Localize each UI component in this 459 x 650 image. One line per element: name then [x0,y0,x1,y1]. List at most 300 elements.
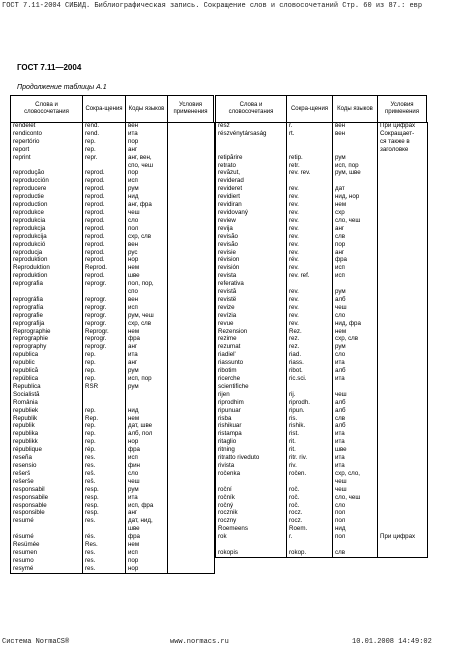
language-code-cell: вен [333,122,378,130]
word-cell: reviderad [216,177,287,185]
table-row [11,541,215,549]
condition-cell [378,517,428,525]
table-row [11,565,215,573]
condition-cell [168,470,215,478]
status-bar [0,636,459,648]
condition-cell [168,422,215,430]
abbreviation-cell: rend. [83,122,126,130]
condition-cell [168,383,215,391]
language-code-cell: нем [333,201,378,209]
condition-cell [378,193,428,201]
language-code-cell: схр, слв [333,335,378,343]
language-code-cell: слв [333,233,378,241]
abbreviation-cell: rev. [287,304,333,312]
table-row [11,335,215,343]
condition-cell [168,415,215,423]
word-cell: république [11,446,83,454]
word-cell: retrato [216,162,287,170]
table-row [11,177,215,185]
language-code-cell: алб [333,422,378,430]
word-cell: resensio [11,462,83,470]
word-cell: revize [216,304,287,312]
abbreviation-cell: rev. [287,209,333,217]
abbreviation-cell: reprod. [83,225,126,233]
window-title-bar: ГОСТ 7.11-2004 СИБИД. Библиографическая запись. Сокращение слов и словосочетаний Стр. 60 из 87.: евр [2,2,423,10]
word-cell: revízia [216,312,287,320]
word-cell: ročník [216,494,287,502]
condition-cell [168,193,215,201]
language-code-cell: чеш [126,209,168,217]
word-cell [11,162,83,170]
word-cell: referativa [216,280,287,288]
language-code-cell: сло [333,502,378,510]
word-cell: revăzut, [216,169,287,177]
word-cell: révision [216,256,287,264]
abbreviation-cell: rokop. [287,549,333,557]
abbreviation-cell: rév. [287,256,333,264]
table-row [11,517,215,525]
condition-cell [168,256,215,264]
word-cell: revisie [216,249,287,257]
condition-cell [378,209,428,217]
condition-cell [378,446,428,454]
language-code-cell: фра [126,335,168,343]
abbreviation-cell: Reprogr. [83,328,126,336]
abbreviation-cell: reprogr. [83,296,126,304]
word-cell: ritaglio [216,438,287,446]
abbreviation-cell: rev. [287,241,333,249]
abbreviation-cell: rep. [83,351,126,359]
language-code-cell: рум [126,383,168,391]
word-cell: scientifiche [216,383,287,391]
table-row [11,122,215,130]
language-code-cell: пор [126,138,168,146]
abbreviation-cell: riass. [287,359,333,367]
table-row [11,320,215,328]
word-cell: reprography [11,343,83,351]
condition-cell [168,367,215,375]
abbreviation-cell: rev. [287,288,333,296]
language-code-cell: анг, вен, [126,154,168,162]
language-code-cell: ита [333,454,378,462]
abbreviation-cell: reprod. [83,169,126,177]
language-code-cell: фра [126,446,168,454]
word-cell: revisão [216,241,287,249]
abbreviation-cell [83,525,126,533]
language-code-cell: чеш [333,478,378,486]
table-row [11,438,215,446]
table-row [216,399,428,407]
table-row [11,502,215,510]
condition-cell [378,225,428,233]
header-conditions: Условия применения [167,96,214,122]
language-code-cell: нор [126,565,168,573]
table-row [216,351,428,359]
word-cell: rezumat [216,343,287,351]
word-cell: reproducción [11,177,83,185]
table-row [216,193,428,201]
condition-cell [168,430,215,438]
language-code-cell [333,146,378,154]
language-code-cell: анг, фра [126,201,168,209]
word-cell: resumé [11,517,83,525]
table-row [216,280,428,288]
abbreviation-cell: roč. [287,494,333,502]
abbreviation-cell: rep. [83,422,126,430]
abbreviation-cell: reprod. [83,249,126,257]
word-cell: revidovaný [216,209,287,217]
word-cell: Reproduktion [11,264,83,272]
language-code-cell: рус [126,249,168,257]
abbreviation-cell: resp. [83,509,126,517]
language-code-cell: схр, сло, [333,470,378,478]
word-cell: resumen [11,549,83,557]
word-cell [216,146,287,154]
language-code-cell: пол, пор, [126,280,168,288]
condition-cell [168,438,215,446]
language-code-cell: фра [126,533,168,541]
table-continuation-caption: Продолжение таблицы А.1 [17,84,107,91]
word-cell [216,478,287,486]
word-cell: rivista [216,462,287,470]
word-cell: ritratto riveduto [216,454,287,462]
word-cell: resumo [11,557,83,565]
word-cell: rishikuar [216,422,287,430]
condition-cell [168,288,215,296]
language-code-cell: анг [333,225,378,233]
word-cell: ročenka [216,470,287,478]
abbreviation-cell: reprogr. [83,304,126,312]
abbreviation-cell: rep. [83,138,126,146]
table-row [11,312,215,320]
word-cell: ristampa [216,430,287,438]
table-row [216,233,428,241]
language-code-cell: рум [333,288,378,296]
condition-cell [168,272,215,280]
language-code-cell: рум [333,343,378,351]
condition-cell [168,446,215,454]
condition-cell [168,407,215,415]
language-code-cell: исп [126,304,168,312]
condition-cell [168,328,215,336]
word-cell: revija [216,225,287,233]
word-cell: riadiel' [216,351,287,359]
abbreviation-cell: rep. [83,407,126,415]
language-code-cell: слв [333,549,378,557]
word-cell: review [216,217,287,225]
header-words: Слова и словосочетания [215,96,286,122]
language-code-cell: нид, нор [333,193,378,201]
table-row [11,169,215,177]
table-row [216,217,428,225]
table-row [11,288,215,296]
abbreviation-cell: ribot. [287,367,333,375]
language-code-cell: слв [333,415,378,423]
abbreviation-cell: retr. [287,162,333,170]
table-row [216,335,428,343]
header-words: Слова и словосочетания [10,96,82,122]
language-code-cell [126,399,168,407]
word-cell: Republik [11,415,83,423]
abbreviation-cell: reš. [83,470,126,478]
condition-cell [378,383,428,391]
condition-cell [168,533,215,541]
language-code-cell: рум, чеш [126,312,168,320]
condition-cell [168,351,215,359]
word-cell: rezime [216,335,287,343]
language-code-cell: сло [333,351,378,359]
abbreviation-cell: reprogr. [83,320,126,328]
language-code-cell [333,138,378,146]
condition-cell [378,185,428,193]
condition-cell [378,549,428,557]
condition-cell [378,343,428,351]
abbreviation-cell: rist. [287,430,333,438]
language-code-cell: исп, пор [126,375,168,383]
condition-cell [168,201,215,209]
language-code-cell: исп [126,177,168,185]
abbreviation-cell: rev. [287,217,333,225]
language-code-cell: шве [126,525,168,533]
abbreviation-cell: rev. [287,264,333,272]
word-cell: responsible [11,509,83,517]
table-header-left [10,95,214,123]
table-row [216,256,428,264]
word-cell: ricerche [216,375,287,383]
table-row [11,446,215,454]
table-row [11,241,215,249]
condition-cell [378,502,428,510]
abbreviation-cell [287,383,333,391]
word-cell: Roemeens [216,525,287,533]
word-cell: reprodukció [11,241,83,249]
language-code-cell: спо, чеш [126,162,168,170]
abbreviation-cell: reprod. [83,185,126,193]
table-row [11,343,215,351]
condition-cell [168,525,215,533]
language-code-cell: дат, шве [126,422,168,430]
language-code-cell: ита [333,359,378,367]
table-row [216,162,428,170]
condition-cell [168,462,215,470]
abbreviation-cell: res. [83,565,126,573]
word-cell: reprografie [11,312,83,320]
table-row [11,138,215,146]
word-cell: roczny [216,517,287,525]
table-row [216,454,428,462]
condition-cell [378,169,428,177]
header-language-codes: Коды языков [125,96,167,122]
language-code-cell [333,541,378,549]
word-cell: revistë [216,296,287,304]
table-row [11,422,215,430]
language-code-cell: исп [333,264,378,272]
abbreviation-cell: resp. [83,494,126,502]
table-row [11,256,215,264]
language-code-cell: рум [126,185,168,193]
table-row [11,359,215,367]
condition-cell [168,557,215,565]
table-row [216,241,428,249]
condition-cell [378,478,428,486]
word-cell: reproduction [11,201,83,209]
condition-cell [378,217,428,225]
word-cell: responsabile [11,494,83,502]
condition-cell [168,375,215,383]
abbreviation-cell: rev. [287,296,333,304]
word-cell: roční [216,486,287,494]
condition-cell [168,154,215,162]
condition-cell: ся также в [378,138,428,146]
language-code-cell: рум [126,486,168,494]
language-code-cell: рум, шве [333,169,378,177]
table-row [11,154,215,162]
abbreviation-cell: rit. [287,446,333,454]
condition-cell [378,462,428,470]
language-code-cell: сло, чеш [333,217,378,225]
language-code-cell: чеш [333,391,378,399]
table-row [216,225,428,233]
language-code-cell: алб [333,296,378,304]
condition-cell [378,415,428,423]
word-cell: ribotim [216,367,287,375]
language-code-cell: ита [333,375,378,383]
word-cell: revidiran [216,201,287,209]
condition-cell [168,122,215,130]
table-row [216,541,428,549]
table-row [216,367,428,375]
abbreviation-cell: reprod. [83,256,126,264]
condition-cell [378,320,428,328]
abbreviation-cell [287,177,333,185]
abbreviation-cell: rep. [83,438,126,446]
footer-timestamp: 10.01.2008 14:49:02 [352,638,432,646]
condition-cell [168,509,215,517]
abbreviation-cell: reprod. [83,209,126,217]
condition-cell [378,375,428,383]
condition-cell [378,233,428,241]
word-cell [216,138,287,146]
language-code-cell: исп [126,549,168,557]
header-language-codes: Коды языков [332,96,377,122]
table-row [11,217,215,225]
condition-cell [168,478,215,486]
condition-cell [378,367,428,375]
language-code-cell: исп, пор [333,162,378,170]
condition-cell [378,256,428,264]
table-row [216,264,428,272]
word-cell: reproducja [11,249,83,257]
condition-cell [378,296,428,304]
abbreviation-cell: rez. [287,335,333,343]
abbreviation-cell [83,391,126,399]
word-cell: rendiconto [11,130,83,138]
abbreviation-cell: rev. [287,185,333,193]
abbreviation-cell: rep. [83,375,126,383]
language-code-cell: чеш [333,486,378,494]
language-code-cell: исп, фра [126,502,168,510]
table-row [216,249,428,257]
word-cell: riprodhim [216,399,287,407]
table-row [216,312,428,320]
language-code-cell: нем [126,415,168,423]
header-conditions: Условия применения [377,96,427,122]
condition-cell [378,359,428,367]
word-cell: rokopis [216,549,287,557]
word-cell: responsabil [11,486,83,494]
table-row [216,209,428,217]
word-cell: revista [216,272,287,280]
language-code-cell: сло [333,312,378,320]
table-row [216,383,428,391]
condition-cell [168,185,215,193]
table-row [216,288,428,296]
word-cell: Reprographie [11,328,83,336]
word-cell: risba [216,415,287,423]
table-row [11,399,215,407]
word-cell: republik [11,422,83,430]
word-cell: riassunto [216,359,287,367]
language-code-cell: шве [333,446,378,454]
abbreviation-cell: reprod. [83,272,126,280]
language-code-cell: вен [126,122,168,130]
language-code-cell: пол [126,225,168,233]
condition-cell [168,335,215,343]
abbreviation-cell: resp. [83,486,126,494]
word-cell: republica [11,351,83,359]
abbreviation-cell: rev. [287,233,333,241]
word-cell: reprodukcia [11,217,83,225]
condition-cell [378,249,428,257]
word-cell: revisão [216,233,287,241]
word-cell: részvénytársaság [216,130,287,138]
word-cell: reproduktion [11,256,83,264]
abbreviation-cell: rend. [83,130,126,138]
table-row [11,367,215,375]
table-row [216,494,428,502]
word-cell: reprodukcja [11,225,83,233]
table-row [216,177,428,185]
word-cell: reprodução [11,169,83,177]
condition-cell [378,494,428,502]
language-code-cell: вен [126,296,168,304]
abbreviation-cell: Rep. [83,415,126,423]
language-code-cell: ита [126,130,168,138]
language-code-cell: пол [333,517,378,525]
abbreviation-cell: reprod. [83,177,126,185]
table-row [11,296,215,304]
language-code-cell: чеш [333,304,378,312]
abbreviation-cell: r. [287,122,333,130]
condition-cell [378,399,428,407]
word-cell: reproductie [11,193,83,201]
condition-cell [378,351,428,359]
table-row [11,351,215,359]
word-cell [11,288,83,296]
condition-cell [378,177,428,185]
language-code-cell: нид, фра [333,320,378,328]
condition-cell [378,162,428,170]
abbreviation-cell: rij. [287,391,333,399]
word-cell: rešerše [11,478,83,486]
language-code-cell: нем [333,328,378,336]
abbreviation-cell [287,138,333,146]
language-code-cell: сло [126,217,168,225]
abbreviation-cell: rocz. [287,509,333,517]
table-row [216,438,428,446]
word-cell: rijen [216,391,287,399]
language-code-cell: чеш [126,478,168,486]
